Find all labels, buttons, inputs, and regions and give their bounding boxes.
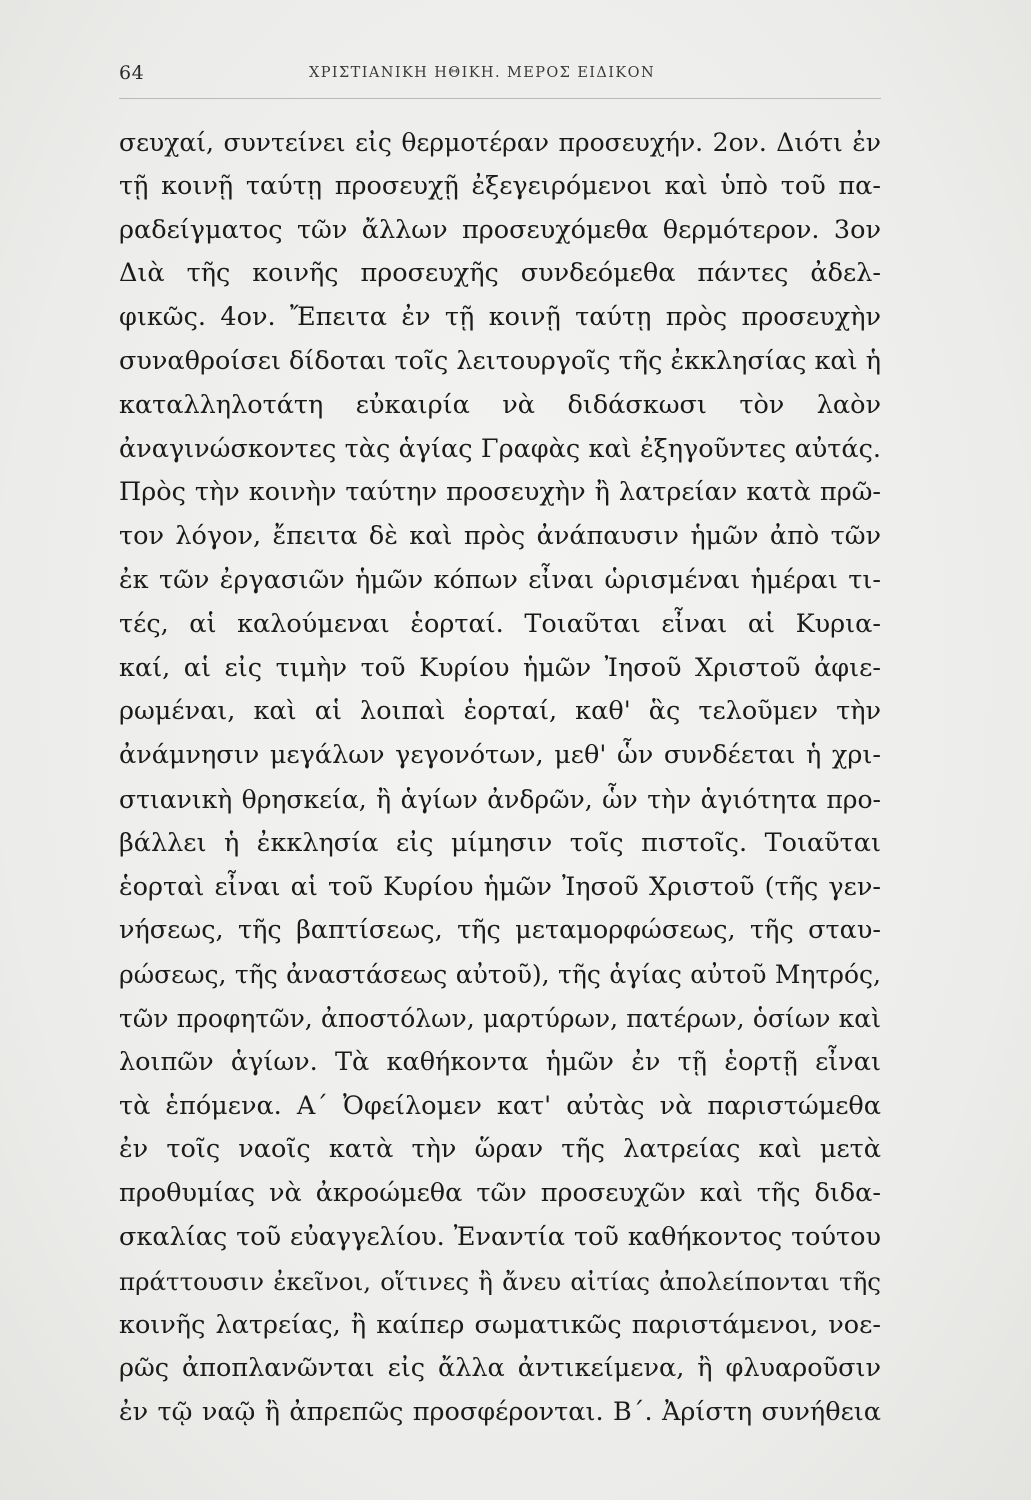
text-line: ἐκ τῶν ἐργασιῶν ἡμῶν κόπων εἶναι ὡρισμέναι ἡμέραι τι- — [119, 564, 881, 595]
text-line: νήσεως, τῆς βαπτίσεως, τῆς μεταμορφώσεως, τῆς σταυ- — [119, 915, 881, 946]
text-line: σκαλίας τοῦ εὐαγγελίου. Ἐναντία τοῦ καθήκοντος τούτου — [119, 1221, 881, 1252]
text-line: φικῶς. 4ον. Ἔπειτα ἐν τῇ κοινῇ ταύτῃ πρὸς προσευχὴν — [119, 302, 881, 333]
page-header — [119, 62, 879, 90]
text-line: ραδείγματος τῶν ἄλλων προσευχόμεθα θερμότερον. 3ον — [119, 214, 881, 245]
text-line: Πρὸς τὴν κοινὴν ταύτην προσευχὴν ἢ λατρείαν κατὰ πρῶ- — [119, 477, 881, 508]
running-title: ΧΡΙΣΤΙΑΝΙΚΗ ΗΘΙΚΗ. ΜΕΡΟΣ ΕΙΔΙΚΟΝ — [309, 65, 656, 81]
text-line: τον λόγον, ἔπειτα δὲ καὶ πρὸς ἀνάπαυσιν ἡμῶν ἀπὸ τῶν — [119, 521, 881, 552]
text-line: τῶν προφητῶν, ἀποστόλων, μαρτύρων, πατέρων, ὁσίων καὶ — [119, 1003, 881, 1033]
text-line: τὰ ἑπόμενα. Α΄ Ὀφείλομεν κατ' αὐτὰς νὰ παριστώμεθα — [119, 1090, 881, 1121]
text-line: ρῶς ἀποπλανῶνται εἰς ἄλλα ἀντικείμενα, ἢ φλυαροῦσιν — [119, 1353, 881, 1384]
text-line: σευχαί, συντείνει εἰς θερμοτέραν προσευχήν. 2ον. Διότι ἐν — [119, 128, 881, 157]
text-line: λοιπῶν ἁγίων. Τὰ καθήκοντα ἡμῶν ἐν τῇ ἑορτῇ εἶναι — [119, 1046, 881, 1077]
text-line: προθυμίας νὰ ἀκροώμεθα τῶν προσευχῶν καὶ τῆς διδα- — [119, 1178, 881, 1209]
text-line: στιανικὴ θρησκεία, ἢ ἁγίων ἀνδρῶν, ὧν τὴν ἁγιότητα προ- — [119, 784, 881, 814]
text-line: τές, αἱ καλούμεναι ἑορταί. Τοιαῦται εἶναι αἱ Κυρια- — [119, 608, 881, 639]
text-line: ρώσεως, τῆς ἀναστάσεως αὐτοῦ), τῆς ἁγίας αὐτοῦ Μητρός, — [119, 960, 881, 990]
header-rule — [119, 98, 881, 99]
text-line: ρωμέναι, καὶ αἱ λοιπαὶ ἑορταί, καθ' ἃς τελοῦμεν τὴν — [119, 696, 881, 727]
text-line: ἑορταὶ εἶναι αἱ τοῦ Κυρίου ἡμῶν Ἰησοῦ Χριστοῦ (τῆς γεν- — [119, 871, 881, 902]
text-line: καταλληλοτάτη εὐκαιρία νὰ διδάσκωσι τὸν λαὸν — [119, 389, 881, 420]
text-line: βάλλει ἡ ἐκκλησία εἰς μίμησιν τοῖς πιστοῖς. Τοιαῦται — [119, 827, 881, 858]
body-text — [119, 121, 881, 1435]
text-line: ἀναγινώσκοντες τὰς ἁγίας Γραφὰς καὶ ἐξηγοῦντες αὐτάς. — [119, 433, 881, 464]
text-line: ἐν τοῖς ναοῖς κατὰ τὴν ὥραν τῆς λατρείας καὶ μετὰ — [119, 1134, 881, 1165]
page-number: 64 — [119, 62, 145, 84]
text-line: συναθροίσει δίδοται τοῖς λειτουργοῖς τῆς ἐκκλησίας καὶ ἡ — [119, 345, 881, 376]
text-line: κοινῆς λατρείας, ἢ καίπερ σωματικῶς παριστάμενοι, νοε- — [119, 1309, 881, 1340]
text-line: ἐν τῷ ναῷ ἢ ἀπρεπῶς προσφέρονται. Β΄. Ἀρίστη συνήθεια — [119, 1397, 881, 1428]
text-line: πράττουσιν ἐκεῖνοι, οἵτινες ἢ ἄνευ αἰτίας ἀπολείπονται τῆς — [119, 1266, 881, 1296]
text-line: καί, αἱ εἰς τιμὴν τοῦ Κυρίου ἡμῶν Ἰησοῦ Χριστοῦ ἀφιε- — [119, 652, 881, 683]
text-line: τῇ κοινῇ ταύτῃ προσευχῇ ἐξεγειρόμενοι καὶ ὑπὸ τοῦ πα- — [119, 170, 881, 201]
text-line: Διὰ τῆς κοινῆς προσευχῆς συνδεόμεθα πάντες ἀδελ- — [119, 258, 881, 289]
text-line: ἀνάμνησιν μεγάλων γεγονότων, μεθ' ὧν συνδέεται ἡ χρι- — [119, 740, 881, 771]
